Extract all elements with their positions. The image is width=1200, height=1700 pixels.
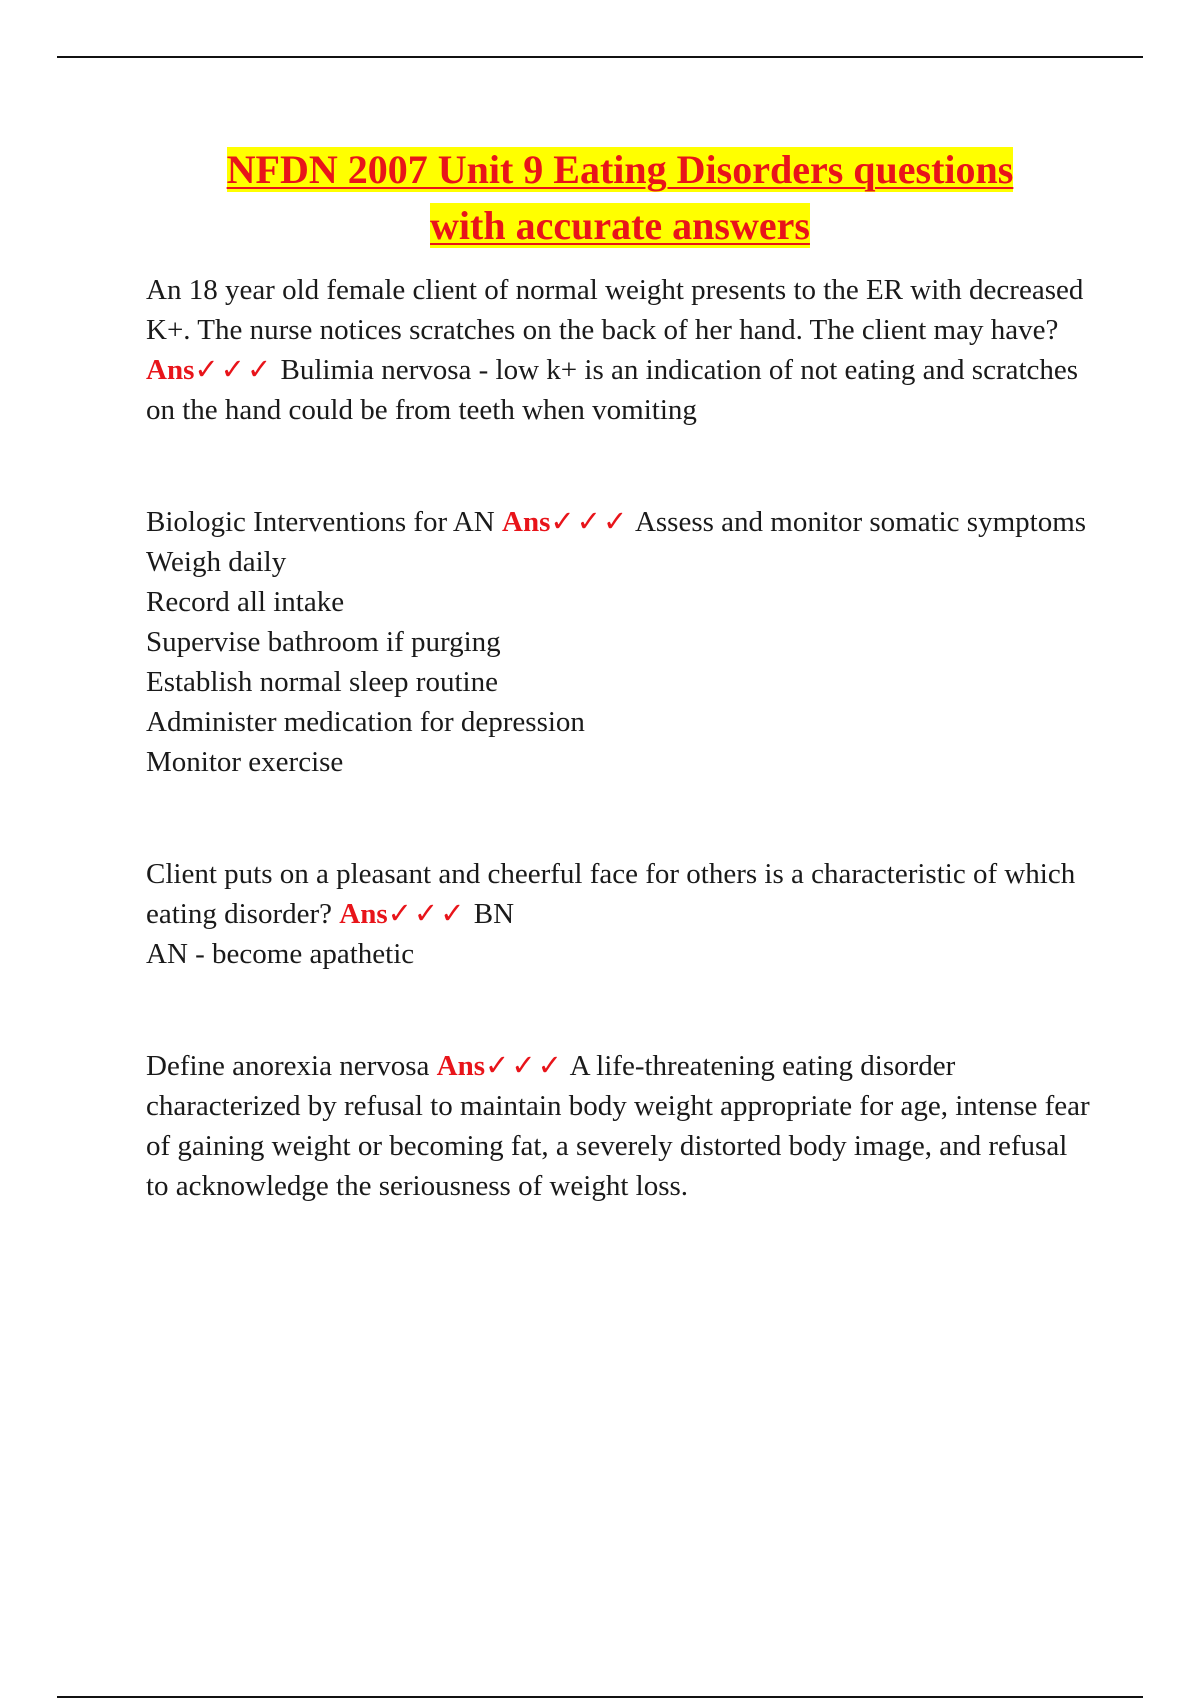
answer-text: A life-threatening eating disorder characterized by refusal to maintain body weight appropriate for age, intense fear of gaining weight or becoming fat, a severely distorted body image, and refusal to acknowledge the seriousness of weight loss. — [146, 1050, 1090, 1202]
title-line-1: NFDN 2007 Unit 9 Eating Disorders questions — [226, 147, 1014, 192]
answer-label: Ans✓✓✓ — [502, 506, 630, 538]
question-text: Define anorexia nervosa — [146, 1050, 430, 1082]
qa-content — [146, 270, 1096, 1206]
question-text: Biologic Interventions for AN — [146, 506, 495, 538]
page-title — [140, 142, 1100, 254]
qa-item — [146, 502, 1096, 782]
title-line-2: with accurate answers — [430, 203, 810, 248]
answer-line: Supervise bathroom if purging — [146, 626, 501, 658]
answer-line: Weigh daily — [146, 546, 287, 578]
spacer — [146, 974, 1096, 1046]
spacer — [146, 782, 1096, 854]
answer-label: Ans✓✓✓ — [436, 1050, 564, 1082]
top-rule — [57, 56, 1143, 58]
answer-line: AN - become apathetic — [146, 938, 415, 970]
spacer — [146, 430, 1096, 502]
checkmarks-icon: ✓✓✓ — [550, 506, 630, 538]
bottom-rule — [57, 1696, 1143, 1698]
answer-label: Ans✓✓✓ — [339, 898, 467, 930]
answer-label: Ans✓✓✓ — [146, 354, 274, 386]
answer-line: Monitor exercise — [146, 746, 344, 778]
checkmarks-icon: ✓✓✓ — [194, 354, 274, 386]
question-text: Client puts on a pleasant and cheerful face for others is a characteristic of which eating disorder? — [146, 858, 1076, 930]
qa-paragraph — [146, 502, 1096, 542]
answer-line: Administer medication for depression — [146, 706, 585, 738]
question-text: An 18 year old female client of normal weight presents to the ER with decreased K+. The nurse notices scratches on the back of her hand. The client may have? — [146, 274, 1084, 346]
qa-item — [146, 1046, 1096, 1206]
answer-text: Bulimia nervosa - low k+ is an indication of not eating and scratches on the hand could be from teeth when vomiting — [146, 354, 1079, 426]
qa-paragraph — [146, 854, 1096, 934]
answer-text: BN — [473, 898, 515, 930]
checkmarks-icon: ✓✓✓ — [485, 1050, 564, 1082]
qa-item — [146, 270, 1096, 430]
qa-paragraph — [146, 1046, 1096, 1206]
answer-line: Establish normal sleep routine — [146, 666, 498, 698]
qa-item — [146, 854, 1096, 974]
answer-text: Assess and monitor somatic symptoms — [634, 506, 1087, 538]
qa-paragraph — [146, 270, 1096, 430]
answer-line: Record all intake — [146, 586, 345, 618]
checkmarks-icon: ✓✓✓ — [387, 898, 467, 930]
